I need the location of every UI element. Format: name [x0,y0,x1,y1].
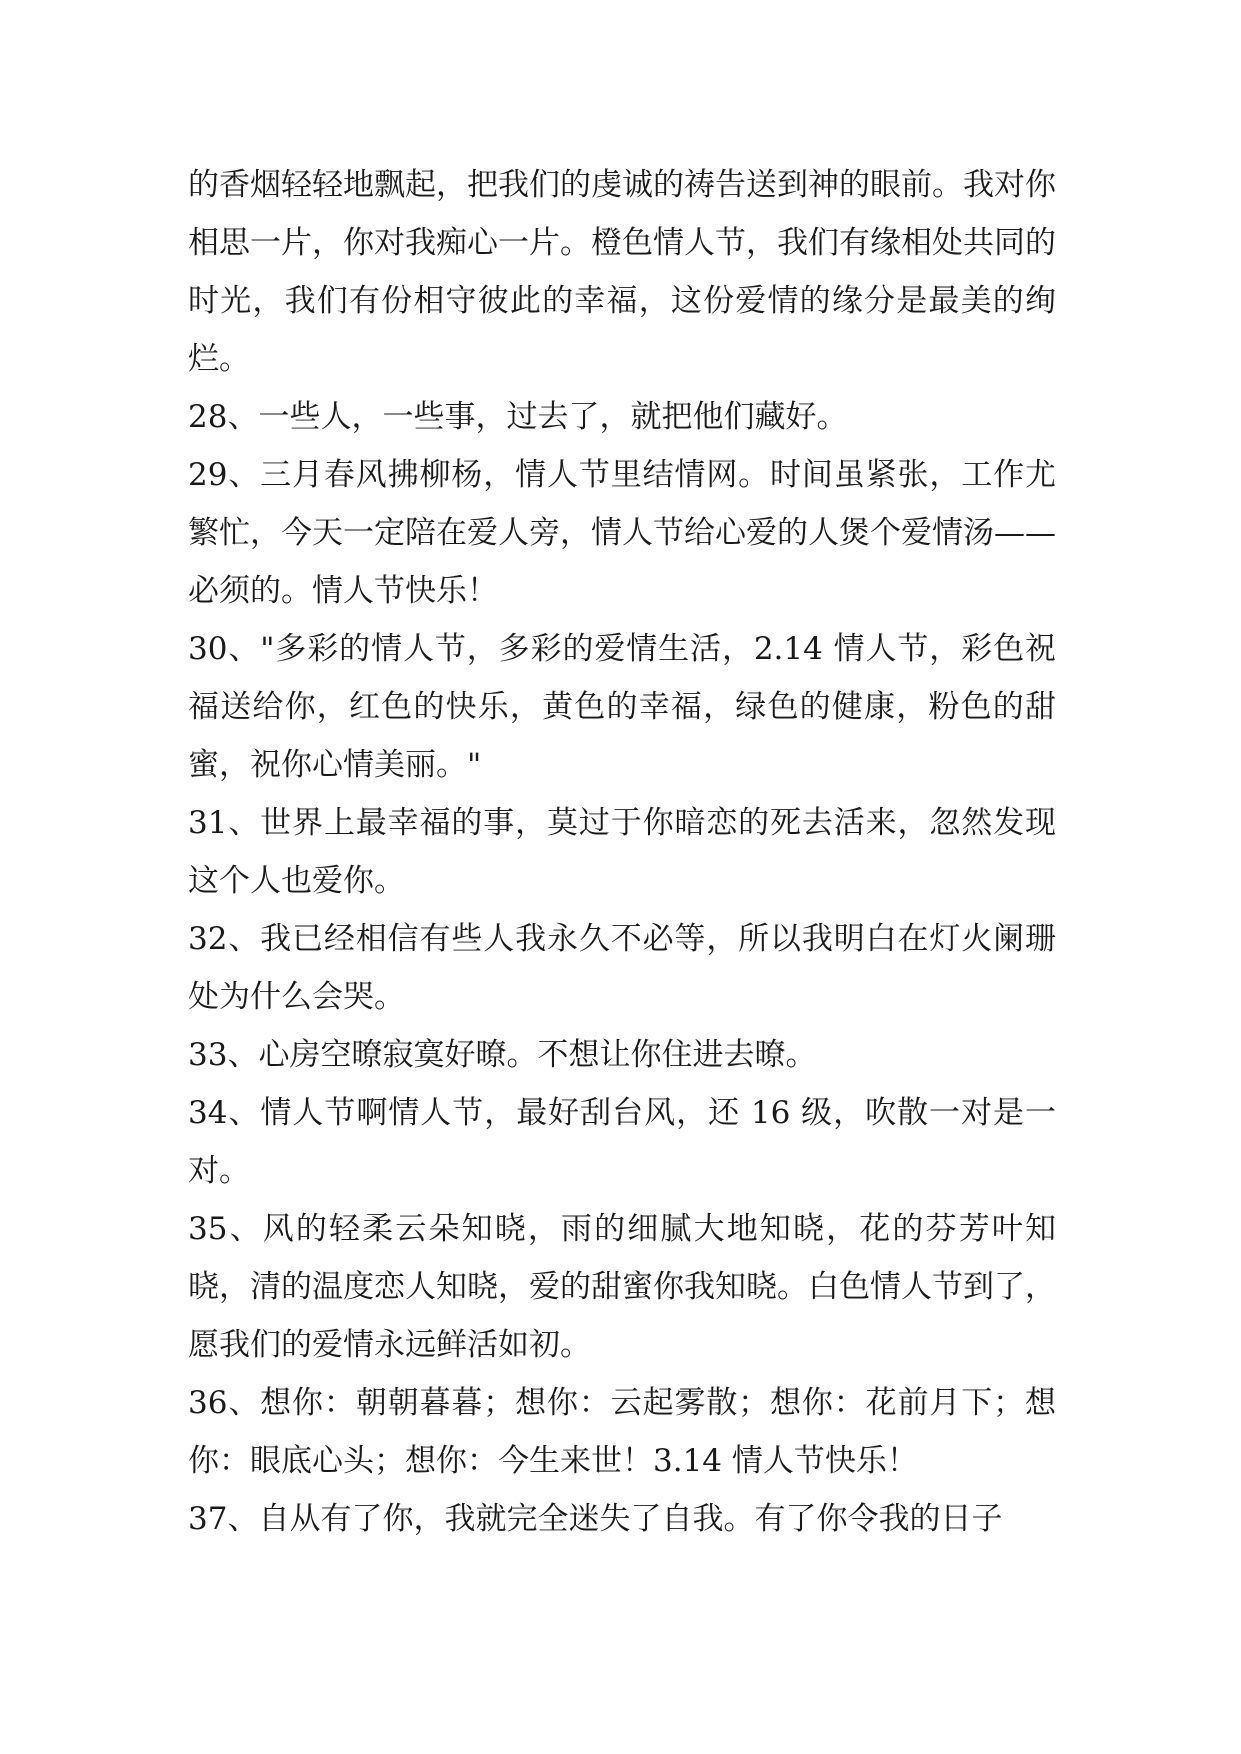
paragraph-34: 34、情人节啊情人节，最好刮台风，还 16 级，吹散一对是一对。 [188,1095,1056,1189]
paragraph-29: 29、三月春风拂柳杨，情人节里结情网。时间虽紧张，工作尤繁忙，今天一定陪在爱人旁，情人节给心爱的人煲个爱情汤——必须的。情人节快乐！ [188,457,1056,609]
paragraph-30: 30、"多彩的情人节，多彩的爱情生活，2.14 情人节，彩色祝福送给你，红色的快乐，黄色的幸福，绿色的健康，粉色的甜蜜，祝你心情美丽。" [188,631,1056,783]
paragraph-35: 35、风的轻柔云朵知晓，雨的细腻大地知晓，花的芬芳叶知晓，清的温度恋人知晓，爱的甜蜜你我知晓。白色情人节到了，愿我们的爱情永远鲜活如初。 [188,1211,1056,1363]
paragraph-32: 32、我已经相信有些人我永久不必等，所以我明白在灯火阑珊处为什么会哭。 [188,921,1056,1015]
paragraph-28: 28、一些人，一些事，过去了，就把他们藏好。 [188,399,848,435]
paragraph-31: 31、世界上最幸福的事，莫过于你暗恋的死去活来，忽然发现这个人也爱你。 [188,805,1056,899]
paragraph-continuation: 的香烟轻轻地飘起，把我们的虔诚的祷告送到神的眼前。我对你相思一片，你对我痴心一片。橙色情人节，我们有缘相处共同的时光，我们有份相守彼此的幸福，这份爱情的缘分是最美的绚烂。 [188,167,1056,377]
paragraph-37: 37、自从有了你，我就完全迷失了自我。有了你令我的日子 [188,1501,1003,1537]
paragraph-36: 36、想你：朝朝暮暮；想你：云起雾散；想你：花前月下；想你：眼底心头；想你：今生来世！3.14 情人节快乐！ [188,1385,1056,1479]
document-body [188,156,1056,1548]
paragraph-33: 33、心房空暸寂寞好暸。不想让你住进去暸。 [188,1037,817,1073]
